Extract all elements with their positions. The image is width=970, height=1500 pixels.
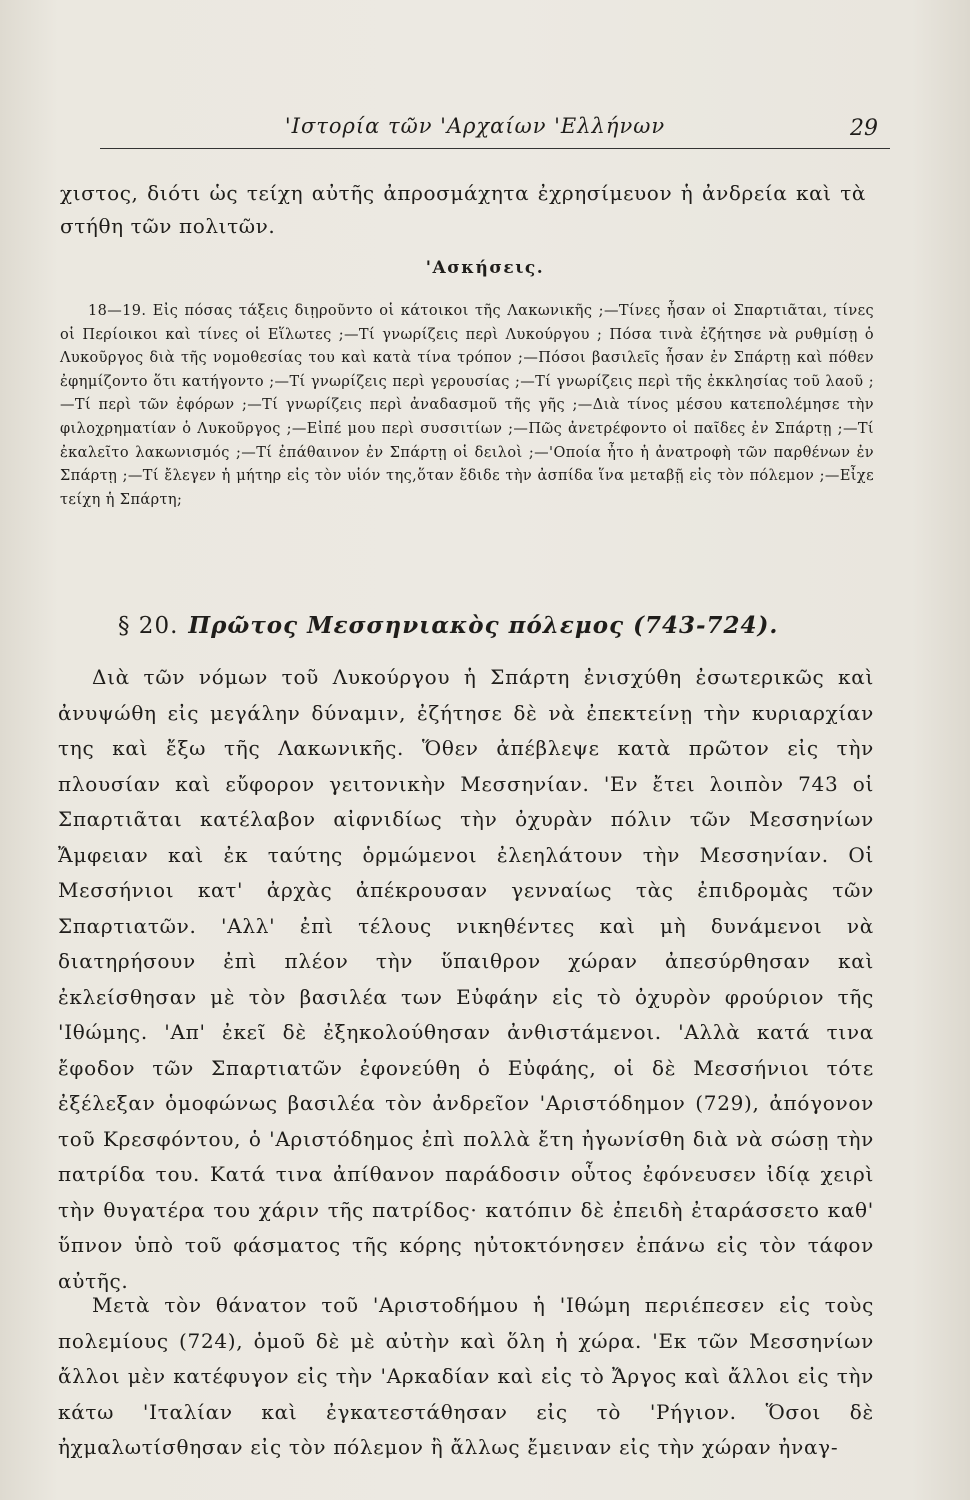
section-number: § 20. <box>118 613 179 639</box>
intro-paragraph: χιστος, διότι ὡς τείχη αὐτῆς ἀπροσμάχητα ἐχρησίμευον ἡ ἀνδρεία καὶ τὰ στήθη τῶν πολιτῶν. <box>60 181 866 238</box>
exercise-questions: Εἰς πόσας τάξεις διῃροῦντο οἱ κάτοικοι τῆς Λακωνικῆς ;—Τίνες ἦσαν οἱ Σπαρτιᾶται, τίνες οἱ Περίοικοι καὶ τίνες οἱ Εἵλωτες ;—Τί γνωρίζεις περὶ Λυκούργου ; Πόσα τινὰ ἐζήτησε νὰ ρυθμίσῃ ὁ Λυκοῦργος διὰ τῆς νομοθεσίας του καὶ κατὰ τίνα τρόπον ;—Πόσοι βασιλεῖς ἦσαν ἐν Σπάρτῃ καὶ πόθεν ἐφημίζοντο ὅτι κατήγοντο ;—Τί γνωρίζεις περὶ γερουσίας ;—Τί γνωρίζεις περὶ τῆς ἐκκλησίας τοῦ λαοῦ ;—Τί περὶ τῶν ἐφόρων ;—Τί γνωρίζεις περὶ ἀναδασμοῦ τῆς γῆς ;—Διὰ τίνος μέσου κατεπολέμησε τὴν φιλοχρηματίαν ὁ Λυκοῦργος ;—Εἰπέ μου περὶ συσσιτίων ;—Πῶς ἀνετρέφοντο οἱ παῖδες ἐν Σπάρτῃ ;—Τί ἐκαλεῖτο λακωνισμός ;—Τί ἐπάθαινον ἐν Σπάρτῃ οἱ δειλοὶ ;—'Οποία ἦτο ἡ ἀνατροφὴ τῶν παρθένων ἐν Σπάρτῃ ;—Τί ἔλεγεν ἡ μήτηρ εἰς τὸν υἱόν της,ὅταν ἔδιδε τὴν ἀσπίδα ἵνα μεταβῇ εἰς τὸν πόλεμον ;—Εἶχε τείχη ἡ Σπάρτη; <box>60 303 875 508</box>
running-head-title: 'Ιστορία τῶν 'Αρχαίων 'Ελλήνων <box>284 114 666 138</box>
exercise-number: 18—19. <box>88 303 147 319</box>
section-heading <box>118 612 878 639</box>
header-rule <box>100 148 890 149</box>
main-paragraph-2: Μετὰ τὸν θάνατον τοῦ 'Αριστοδήμου ἡ 'Ιθώμη περιέπεσεν εἰς τοὺς πολεμίους (724), ὁμοῦ δὲ μὲ αὐτὴν καὶ ὅλη ἡ χώρα. 'Εκ τῶν Μεσσηνίων ἄλλοι μὲν κατέφυγον εἰς τὴν 'Αρκαδίαν καὶ εἰς τὸ Ἄργος καὶ ἄλλοι εἰς τὴν κάτω 'Ιταλίαν καὶ ἐγκατεστάθησαν εἰς τὸ 'Ρήγιον. Ὅσοι δὲ ἠχμαλωτίσθησαν εἰς τὸν πόλεμον ἢ ἄλλως ἔμειναν εἰς τὴν χώραν ἠναγ- <box>58 1293 874 1459</box>
exercises-heading: 'Ασκήσεις. <box>425 258 545 278</box>
main-paragraph-1: Διὰ τῶν νόμων τοῦ Λυκούργου ἡ Σπάρτη ἐνισχύθη ἐσωτερικῶς καὶ ἀνυψώθη εἰς μεγάλην δύναμιν, ἐζήτησε δὲ νὰ ἐπεκτείνῃ τὴν κυριαρχίαν της καὶ ἔξω τῆς Λακωνικῆς. Ὅθεν ἀπέβλεψε κατὰ πρῶτον εἰς τὴν πλουσίαν καὶ εὔφορον γειτονικὴν Μεσσηνίαν. 'Εν ἔτει λοιπὸν 743 οἱ Σπαρτιᾶται κατέλαβον αἰφνιδίως τὴν ὀχυρὰν πόλιν τῶν Μεσσηνίων Ἄμφειαν καὶ ἐκ ταύτης ὁρμώμενοι ἐλεηλάτουν τὴν Μεσσηνίαν. Οἱ Μεσσήνιοι κατ' ἀρχὰς ἀπέκρουσαν γενναίως τὰς ἐπιδρομὰς τῶν Σπαρτιατῶν. 'Αλλ' ἐπὶ τέλους νικηθέντες καὶ μὴ δυνάμενοι νὰ διατηρήσουν ἐπὶ πλέον τὴν ὕπαιθρον χώραν ἀπεσύρθησαν καὶ ἐκλείσθησαν μὲ τὸν βασιλέα των Εὐφάην εἰς τὸ ὀχυρὸν φρούριον τῆς 'Ιθώμης. 'Απ' ἐκεῖ δὲ ἐξηκολούθησαν ἀνθιστάμενοι. 'Αλλὰ κατά τινα ἔφοδον τῶν Σπαρτιατῶν ἐφονεύθη ὁ Εὐφάης, οἱ δὲ Μεσσήνιοι τότε ἐξέλεξαν ὁμοφώνως βασιλέα τὸν ἀνδρεῖον 'Αριστόδημον (729), ἀπόγονον τοῦ Κρεσφόντου, ὁ 'Αριστόδημος ἐπὶ πολλὰ ἔτη ἠγωνίσθη διὰ νὰ σώσῃ τὴν πατρίδα του. Κατά τινα ἀπίθανον παράδοσιν οὗτος ἐφόνευσεν ἰδίᾳ χειρὶ τὴν θυγατέρα του χάριν τῆς πατρίδος· κατόπιν δὲ ἐπειδὴ ἐταράσσετο καθ' ὕπνον ὑπὸ τοῦ φάσματος τῆς κόρης ηὐτοκτόνησεν ἐπάνω εἰς τὸν τάφον αὐτῆς. <box>58 665 874 1293</box>
section-title: Πρῶτος Μεσσηνιακὸς πόλεμος (743-724). <box>188 612 779 639</box>
running-head <box>60 112 890 152</box>
exercises-block <box>60 300 874 512</box>
page-number: 29 <box>850 116 878 141</box>
